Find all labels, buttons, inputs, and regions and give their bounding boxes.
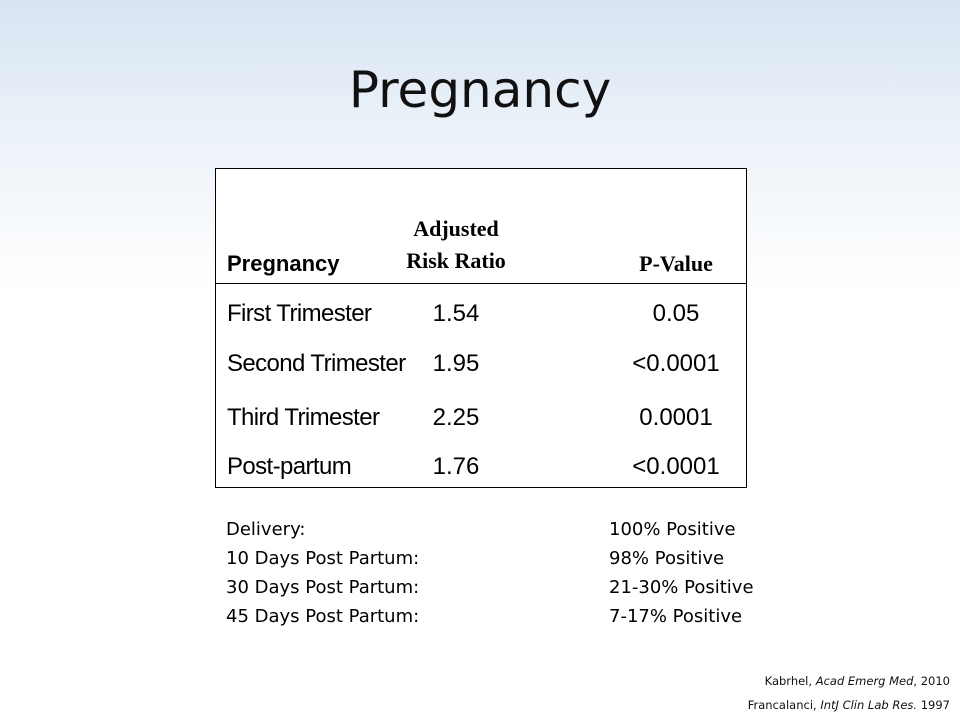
row-risk-ratio: 1.54 — [432, 300, 480, 327]
header-adjusted-risk-ratio — [381, 213, 531, 277]
note-row — [226, 515, 786, 544]
note-row — [226, 573, 786, 602]
note-value: 100% Positive — [609, 519, 736, 540]
row-label: Post-partum — [227, 453, 352, 480]
note-label: Delivery: — [226, 519, 306, 540]
header-p-value: P-Value — [639, 251, 713, 276]
citation-author: Kabrhel, — [764, 674, 816, 688]
risk-ratio-table — [215, 168, 747, 488]
citation-year: , 2010 — [913, 674, 950, 688]
citation-year: 1997 — [917, 698, 950, 712]
table-row — [216, 344, 746, 384]
citation — [765, 674, 950, 688]
row-label: Third Trimester — [227, 404, 380, 431]
header-adjusted-line1: Adjusted — [413, 216, 499, 241]
table-row — [216, 447, 746, 487]
table-row — [216, 398, 746, 438]
note-label: 10 Days Post Partum: — [226, 548, 420, 569]
slide-title: Pregnancy — [348, 61, 612, 119]
table-row — [216, 294, 746, 334]
row-risk-ratio: 2.25 — [432, 404, 480, 431]
citation-author: Francalanci, — [747, 698, 821, 712]
row-risk-ratio: 1.76 — [432, 453, 480, 480]
note-value: 7-17% Positive — [609, 606, 743, 627]
citation-journal: Acad Emerg Med — [815, 674, 914, 688]
table-header — [216, 169, 746, 284]
row-p-value: 0.0001 — [639, 404, 713, 431]
row-risk-ratio: 1.95 — [432, 350, 480, 377]
postpartum-notes — [226, 515, 786, 631]
note-value: 98% Positive — [609, 548, 725, 569]
citation-journal: IntJ Clin Lab Res. — [820, 698, 918, 712]
note-row — [226, 544, 786, 573]
row-label: First Trimester — [227, 300, 372, 327]
citation — [748, 698, 950, 712]
header-adjusted-line2: Risk Ratio — [406, 248, 506, 273]
row-p-value: <0.0001 — [632, 453, 720, 480]
header-pregnancy: Pregnancy — [227, 251, 340, 276]
note-value: 21-30% Positive — [609, 577, 754, 598]
row-p-value: <0.0001 — [632, 350, 720, 377]
note-row — [226, 602, 786, 631]
row-p-value: 0.05 — [652, 300, 700, 327]
note-label: 30 Days Post Partum: — [226, 577, 420, 598]
note-label: 45 Days Post Partum: — [226, 606, 420, 627]
row-label: Second Trimester — [227, 350, 406, 377]
